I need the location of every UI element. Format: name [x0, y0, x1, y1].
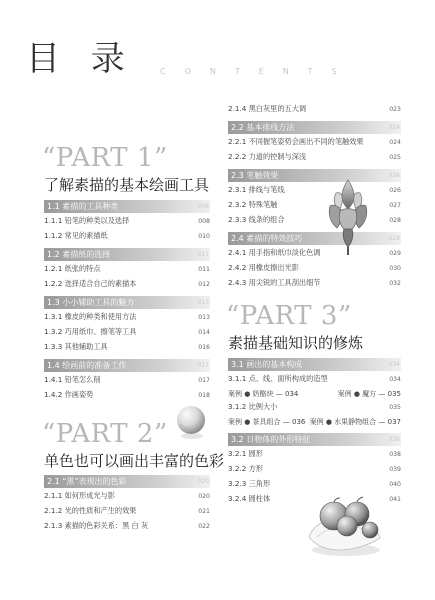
entry-3-1-2-page: 035 — [389, 403, 401, 411]
entry-1-4-1-text: 1.4.1 铅笔怎么削 — [44, 374, 101, 384]
entry-2-4-3-text: 2.4.3 用尖锐的工具刮出细节 — [228, 278, 321, 287]
entry-1-4-2-text: 1.4.2 作画姿势 — [44, 389, 94, 399]
entry-3-2-2[interactable] — [228, 464, 401, 475]
entry-1-1-2-page: 010 — [198, 232, 210, 240]
entry-2-1-2-page: 021 — [198, 508, 210, 515]
section-1-2-bar — [44, 248, 210, 261]
entry-1-2-1[interactable] — [44, 264, 210, 275]
sphere-illustration — [173, 403, 209, 441]
entry-2-3-1-text: 2.3.1 排线与笔线 — [228, 185, 285, 194]
entry-1-3-2-text: 1.3.2 巧用纸巾、擦笔等工具 — [44, 326, 137, 336]
section-1-3-page: 013 — [197, 298, 209, 306]
entry-3-2-3-page: 040 — [389, 480, 401, 488]
entry-2-4-1-text: 2.4.1 用手指和纸巾淡化色调 — [228, 248, 321, 257]
section-2-2-page: 024 — [388, 124, 400, 131]
page-title-accent: CONTENTS — [160, 67, 356, 76]
entry-1-3-3-page: 016 — [198, 343, 210, 351]
page-title: 目 录 — [26, 39, 135, 79]
section-1-1-label: 1.1 素描的工具种类 — [47, 201, 119, 211]
entry-3-2-3-text: 3.2.3 三角形 — [228, 478, 271, 488]
entry-1-4-2-page: 018 — [198, 391, 210, 399]
entry-2-1-3[interactable] — [44, 521, 210, 532]
right-column — [228, 101, 401, 509]
entry-1-3-1-page: 013 — [198, 313, 210, 321]
entry-1-2-2-text: 1.2.2 选择适合自己的素描本 — [44, 278, 137, 288]
section-2-1-label: 2.1 “黑”表现出的色彩 — [47, 477, 127, 486]
section-3-2-bar — [228, 433, 401, 446]
section-1-3-label: 1.3 小小辅助工具的魅力 — [47, 297, 135, 307]
entry-2-4-2-text: 2.4.2 用橡皮擦出光影 — [228, 263, 299, 272]
section-3-1-bar — [228, 358, 401, 371]
entry-1-1-2-text: 1.1.2 常见的素描纸 — [44, 230, 108, 240]
entry-1-2-2-page: 012 — [198, 280, 210, 288]
section-2-4-page: 029 — [388, 235, 400, 242]
entry-3-2-3[interactable] — [228, 479, 401, 490]
section-2-1-page: 020 — [197, 478, 209, 485]
section-2-3-bar — [228, 169, 401, 182]
section-2-2-bar — [228, 121, 401, 134]
entry-1-3-2[interactable] — [44, 327, 210, 338]
section-1-1-bar — [44, 200, 210, 213]
entry-1-2-1-text: 1.2.1 纸张的特点 — [44, 263, 101, 273]
part-2-title: 单色也可以画出丰富的色彩 — [44, 451, 225, 470]
entry-2-3-2-page: 027 — [389, 202, 401, 209]
entry-3-2-1-page: 038 — [389, 450, 401, 458]
entry-2-4-2[interactable] — [228, 263, 401, 274]
entry-2-1-2[interactable] — [44, 506, 210, 517]
section-1-4-label: 1.4 绘画前的准备工作 — [47, 360, 127, 370]
entry-2-1-3-page: 022 — [198, 523, 210, 530]
entry-2-4-2-page: 030 — [389, 265, 401, 272]
entry-2-3-3-page: 028 — [389, 217, 401, 224]
section-1-1-page: 008 — [197, 202, 209, 210]
section-2-1-bar — [44, 475, 210, 488]
section-2-4-label: 2.4 素描的特效技巧 — [231, 234, 303, 243]
section-1-2-label: 1.2 素描纸的选择 — [47, 249, 111, 259]
entry-2-2-2-page: 025 — [389, 154, 401, 161]
entry-1-1-1[interactable] — [44, 216, 210, 227]
entry-1-3-3-text: 1.3.3 其他辅助工具 — [44, 341, 108, 351]
part-3-block — [228, 303, 401, 505]
entry-3-1-1[interactable] — [228, 374, 401, 385]
part-1-label: “PART 1” — [42, 143, 168, 173]
entry-1-4-2[interactable] — [44, 390, 210, 401]
entry-3-2-2-page: 039 — [389, 465, 401, 473]
section-2-3-label: 2.3 笔触效果 — [231, 171, 279, 180]
entry-3-2-4-page: 041 — [389, 495, 401, 503]
entry-2-1-4-text: 2.1.4 黑白灰里的五大调 — [228, 104, 307, 113]
entry-1-1-1-text: 1.1.1 铅笔的种类以及选择 — [44, 215, 130, 225]
entry-3-1-1-text: 3.1.1 点、线、面所构成的造型 — [228, 373, 328, 383]
part-3-label: “PART 3” — [226, 301, 352, 331]
entry-1-1-2[interactable] — [44, 231, 210, 242]
section-3-1-page: 034 — [388, 360, 400, 368]
entry-2-4-1[interactable] — [228, 248, 401, 259]
entry-3-2-2-text: 3.2.2 方形 — [228, 463, 263, 473]
section-2-3-page: 026 — [388, 172, 400, 179]
entry-3-2-4-text: 3.2.4 圆柱体 — [228, 493, 271, 503]
entry-3-1-1-page: 034 — [389, 375, 401, 383]
section-3-2-page: 038 — [388, 435, 400, 443]
section-3-1-label: 3.1 画出的基本构成 — [231, 359, 303, 369]
entry-2-1-4[interactable] — [228, 104, 401, 115]
entry-2-3-1[interactable] — [228, 185, 401, 196]
artichoke-illustration — [324, 175, 372, 257]
section-1-4-page: 017 — [197, 361, 209, 369]
entry-2-2-1-text: 2.2.1 不同握笔姿势会画出不同的笔触效果 — [228, 137, 364, 146]
entry-2-3-2-text: 2.3.2 特殊笔触 — [228, 200, 278, 209]
example-row-1-right[interactable]: 案例 ● 魔方 — 035 — [337, 389, 401, 398]
example-row-2-right[interactable]: 案例 ● 水果静物组合 — 037 — [309, 417, 401, 426]
left-column — [42, 143, 225, 536]
fruit-still-life-illustration — [300, 495, 392, 560]
entry-1-3-2-page: 014 — [198, 328, 210, 336]
entry-1-1-1-page: 008 — [198, 217, 210, 225]
entry-2-3-3-text: 2.3.3 线条的组合 — [228, 215, 285, 224]
entry-1-3-1[interactable] — [44, 312, 210, 323]
entry-2-1-4-page: 023 — [389, 106, 401, 113]
section-1-3-bar — [44, 296, 210, 309]
entry-2-1-1-page: 020 — [198, 493, 210, 500]
entry-2-3-2[interactable] — [228, 200, 401, 211]
entry-2-3-1-page: 026 — [389, 187, 401, 194]
entry-3-2-1-text: 3.2.1 圆形 — [228, 448, 263, 458]
entry-2-2-1[interactable] — [228, 137, 401, 148]
entry-2-1-1[interactable] — [44, 491, 210, 502]
entry-2-4-1-page: 029 — [389, 250, 401, 257]
entry-2-1-1-text: 2.1.1 如何形成光与影 — [44, 491, 115, 500]
section-2-2-label: 2.2 基本排线方法 — [231, 123, 295, 132]
entry-3-2-1[interactable] — [228, 449, 401, 460]
entry-2-4-3-page: 032 — [389, 280, 401, 287]
part-1-block — [44, 145, 210, 401]
entry-2-1-3-text: 2.1.3 素描的色彩关系：黑 白 灰 — [44, 521, 149, 530]
entry-1-4-1[interactable] — [44, 375, 210, 386]
entry-2-2-2[interactable] — [228, 152, 401, 163]
example-row-2 — [228, 417, 401, 427]
part-3-title: 素描基础知识的修炼 — [228, 334, 364, 352]
example-row-2-left[interactable]: 案例 ● 茶具组合 — 036 — [228, 417, 306, 426]
entry-1-2-1-page: 011 — [198, 265, 210, 273]
entry-1-2-2[interactable] — [44, 279, 210, 290]
section-3-2-label: 3.2 日物体的外形特征 — [231, 434, 311, 444]
entry-2-4-3[interactable] — [228, 278, 401, 289]
entry-1-4-1-page: 017 — [198, 376, 210, 384]
entry-2-2-2-text: 2.2.2 力道的控制与深浅 — [228, 152, 307, 161]
entry-3-1-2-text: 3.1.2 比例大小 — [228, 401, 278, 411]
example-row-1-left[interactable]: 案例 ● 奶酪块 — 034 — [228, 389, 299, 398]
entry-2-1-2-text: 2.1.2 光的性质和产生的效果 — [44, 506, 137, 515]
section-1-4-bar — [44, 359, 210, 372]
part-2-label: “PART 2” — [42, 418, 168, 449]
section-2-4-bar — [228, 232, 401, 245]
part-1-title: 了解素描的基本绘画工具 — [44, 176, 210, 194]
entry-1-3-3[interactable] — [44, 342, 210, 353]
example-row-1 — [228, 389, 401, 399]
entry-3-1-2[interactable] — [228, 402, 401, 413]
section-1-2-page: 011 — [197, 250, 209, 258]
entry-1-3-1-text: 1.3.1 橡皮的种类和使用方法 — [44, 311, 137, 321]
entry-2-2-1-page: 024 — [389, 139, 401, 146]
entry-2-3-3[interactable] — [228, 215, 401, 226]
